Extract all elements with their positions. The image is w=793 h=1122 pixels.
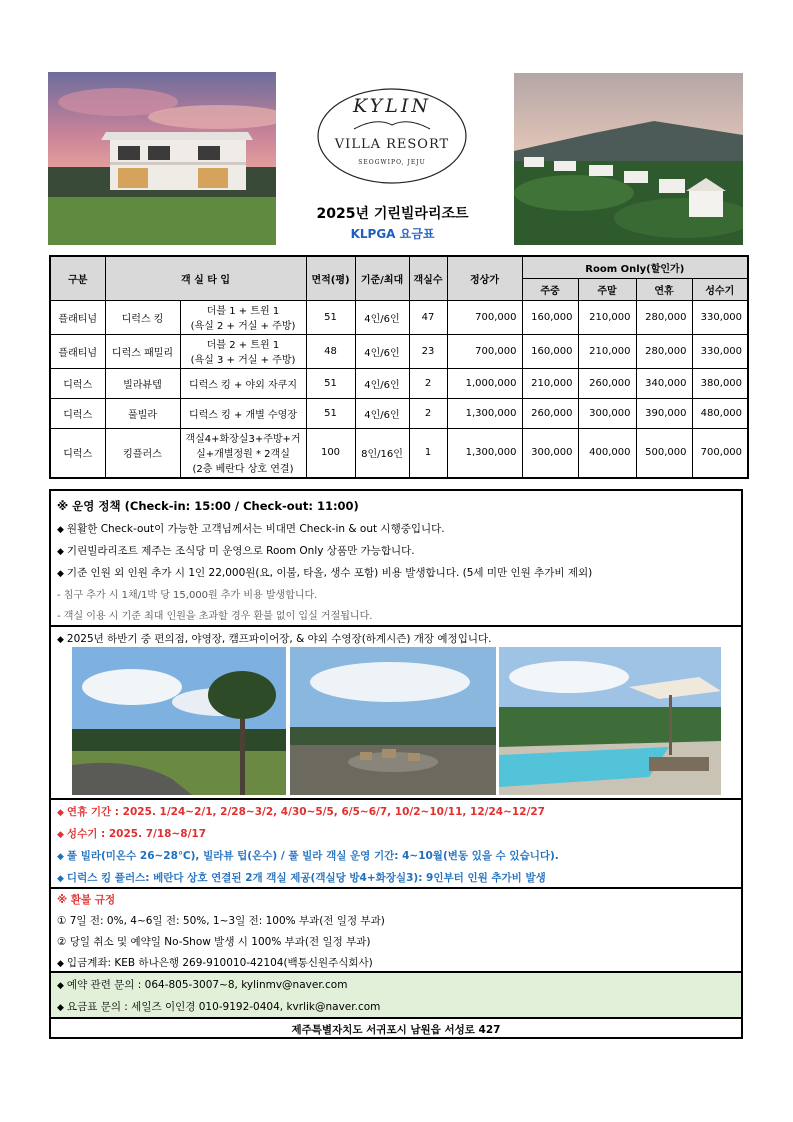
diamond-bullet-icon: ◆	[57, 981, 64, 991]
facilities-section	[51, 625, 741, 798]
page-subtitle: KLPGA 요금표	[350, 227, 435, 241]
refund-item: ① 7일 전: 0%, 4~6일 전: 50%, 1~3일 전: 100% 부과(전 일정 부과)	[57, 915, 385, 927]
row-type: 풀빌라	[105, 398, 180, 428]
row-rooms: 23	[409, 334, 447, 368]
resort-aerial-photo	[514, 73, 743, 245]
row-rooms: 1	[409, 428, 447, 478]
page-title: 2025년 기린빌라리조트	[316, 206, 469, 222]
peak-period: ◆ 성수기 : 2025. 7/18~8/17	[57, 828, 207, 840]
policy-item: ◆ 기준 인원 외 인원 추가 시 1인 22,000원(요, 이불, 타올, 생수 포함) 비용 발생합니다. (5세 미만 인원 추가비 제외)	[57, 567, 593, 579]
header-rooms: 객실수	[409, 256, 447, 300]
holiday-period: ◆ 연휴 기간 : 2025. 1/24~2/1, 2/28~3/2, 4/30~5/5, 6/5~6/7, 10/2~10/11, 12/24~12/27	[57, 806, 545, 818]
row-category: 플래티넘	[50, 300, 105, 334]
policy-item: ◆ 원활한 Check-out이 가능한 고객님께서는 비대면 Check-in & out 시행중입니다.	[57, 523, 445, 535]
refund-section	[51, 887, 741, 971]
row-category: 디럭스	[50, 428, 105, 478]
row-area: 51	[306, 368, 355, 398]
logo-text-kylin: KYLIN	[353, 95, 431, 117]
row-rooms: 2	[409, 368, 447, 398]
seasons-section	[51, 798, 741, 887]
row-description: 더블 1 + 트윈 1 (욕실 2 + 거실 + 주방)	[180, 300, 306, 334]
campfire-area-photo	[290, 647, 496, 795]
row-category: 디럭스	[50, 398, 105, 428]
row-category: 플래티넘	[50, 334, 105, 368]
diamond-bullet-icon: ◆	[57, 830, 64, 840]
header-category: 구분	[50, 256, 105, 300]
pool-villa-info: ◆ 풀 빌라(미온수 26~28℃), 빌라뷰 텁(온수) / 풀 빌라 객실 운영 기간: 4~10월(변동 있을 수 있습니다).	[57, 850, 559, 862]
row-description: 디럭스 킹 + 야외 자쿠지	[180, 368, 306, 398]
policy-section	[51, 491, 741, 625]
outdoor-pool-photo	[499, 647, 721, 795]
row-weekend: 210,000	[578, 300, 636, 334]
info-box	[49, 489, 743, 1039]
header-regular-price: 정상가	[447, 256, 522, 300]
row-regular: 1,300,000	[447, 398, 522, 428]
row-rooms: 2	[409, 398, 447, 428]
villa-exterior-photo	[48, 72, 276, 245]
campground-photo	[72, 647, 286, 795]
refund-title: ※ 환불 규정	[57, 894, 116, 906]
row-type: 킹플러스	[105, 428, 180, 478]
row-weekday: 210,000	[522, 368, 578, 398]
header-weekend: 주말	[578, 278, 636, 300]
row-category: 디럭스	[50, 368, 105, 398]
row-holiday: 500,000	[636, 428, 692, 478]
row-capacity: 4인/6인	[355, 398, 409, 428]
header-area: 면적(평)	[306, 256, 355, 300]
row-capacity: 4인/6인	[355, 368, 409, 398]
table-row	[50, 300, 748, 334]
row-weekend: 260,000	[578, 368, 636, 398]
row-capacity: 4인/6인	[355, 300, 409, 334]
diamond-bullet-icon: ◆	[57, 525, 64, 535]
row-peak: 330,000	[692, 334, 748, 368]
row-description: 더블 2 + 트윈 1 (욕실 3 + 거실 + 주방)	[180, 334, 306, 368]
refund-item: ② 당일 취소 및 예약일 No-Show 발생 시 100% 부과(전 일정 부과)	[57, 936, 371, 948]
row-regular: 700,000	[447, 334, 522, 368]
rate-contact: ◆ 요금표 문의 : 세일즈 이인경 010-9192-0404, kvrlik@naver.com	[57, 1001, 381, 1013]
logo-text-villa-resort: VILLA RESORT	[334, 137, 450, 152]
row-peak: 380,000	[692, 368, 748, 398]
row-holiday: 340,000	[636, 368, 692, 398]
diamond-bullet-icon: ◆	[57, 635, 64, 645]
row-description: 객실4+화장실3+주방+거 실+개별정원 * 2객실 (2층 베란다 상호 연결)	[180, 428, 306, 478]
policy-title: ※ 운영 정책 (Check-in: 15:00 / Check-out: 11:00)	[57, 499, 359, 513]
rate-table	[49, 255, 749, 479]
table-row	[50, 398, 748, 428]
row-holiday: 280,000	[636, 334, 692, 368]
diamond-bullet-icon: ◆	[57, 547, 64, 557]
diamond-bullet-icon: ◆	[57, 874, 64, 884]
row-weekday: 160,000	[522, 300, 578, 334]
address-section	[51, 1017, 741, 1037]
row-weekend: 210,000	[578, 334, 636, 368]
contact-section	[51, 971, 741, 1017]
row-holiday: 390,000	[636, 398, 692, 428]
header-holiday: 연휴	[636, 278, 692, 300]
row-peak: 480,000	[692, 398, 748, 428]
row-weekday: 160,000	[522, 334, 578, 368]
row-capacity: 4인/6인	[355, 334, 409, 368]
row-area: 51	[306, 398, 355, 428]
row-type: 디럭스 패밀리	[105, 334, 180, 368]
header-capacity: 기준/최대	[355, 256, 409, 300]
address-text: 제주특별자치도 서귀포시 남원읍 서성로 427	[291, 1024, 501, 1036]
diamond-bullet-icon: ◆	[57, 852, 64, 862]
row-description: 디럭스 킹 + 개별 수영장	[180, 398, 306, 428]
logo-text-location: SEOGWIPO, JEJU	[358, 159, 426, 166]
header-peak: 성수기	[692, 278, 748, 300]
king-plus-info: ◆ 디럭스 킹 플러스: 베란다 상호 연결된 2개 객실 제공(객실당 방4+화장실3): 9인부터 인원 추가비 발생	[57, 872, 546, 884]
row-capacity: 8인/16인	[355, 428, 409, 478]
diamond-bullet-icon: ◆	[57, 569, 64, 579]
policy-note: - 객실 이용 시 기준 최대 인원을 초과할 경우 환불 없이 입실 거절됩니다.	[57, 611, 373, 622]
bank-account: ◆ 입금계좌: KEB 하나은행 269-910010-42104(백통신원주식회사)	[57, 957, 373, 969]
row-weekend: 300,000	[578, 398, 636, 428]
header-room-type: 객 실 타 입	[105, 256, 306, 300]
row-weekday: 260,000	[522, 398, 578, 428]
row-regular: 1,000,000	[447, 368, 522, 398]
row-area: 100	[306, 428, 355, 478]
facilities-text: ◆ 2025년 하반기 중 편의점, 야영장, 캠프파이어장, & 야외 수영장(하계시즌) 개장 예정입니다.	[57, 633, 492, 645]
table-row	[50, 334, 748, 368]
policy-item: ◆ 기린빌라리조트 제주는 조식당 미 운영으로 Room Only 상품만 가능합니다.	[57, 545, 415, 557]
row-peak: 330,000	[692, 300, 748, 334]
row-type: 빌라뷰텝	[105, 368, 180, 398]
header-room-only: Room Only(할인가)	[522, 256, 748, 278]
row-area: 48	[306, 334, 355, 368]
diamond-bullet-icon: ◆	[57, 808, 64, 818]
row-type: 디럭스 킹	[105, 300, 180, 334]
diamond-bullet-icon: ◆	[57, 1003, 64, 1013]
row-regular: 700,000	[447, 300, 522, 334]
reservation-contact: ◆ 예약 관련 문의 : 064-805-3007~8, kylinmv@naver.com	[57, 979, 348, 991]
diamond-bullet-icon: ◆	[57, 959, 64, 969]
table-row	[50, 368, 748, 398]
row-regular: 1,300,000	[447, 428, 522, 478]
policy-note: - 침구 추가 시 1채/1박 당 15,000원 추가 비용 발생합니다.	[57, 590, 318, 601]
row-area: 51	[306, 300, 355, 334]
row-holiday: 280,000	[636, 300, 692, 334]
row-rooms: 47	[409, 300, 447, 334]
header-weekday: 주중	[522, 278, 578, 300]
row-peak: 700,000	[692, 428, 748, 478]
table-row	[50, 428, 748, 478]
kylin-villa-resort-logo	[316, 87, 468, 185]
row-weekday: 300,000	[522, 428, 578, 478]
row-weekend: 400,000	[578, 428, 636, 478]
